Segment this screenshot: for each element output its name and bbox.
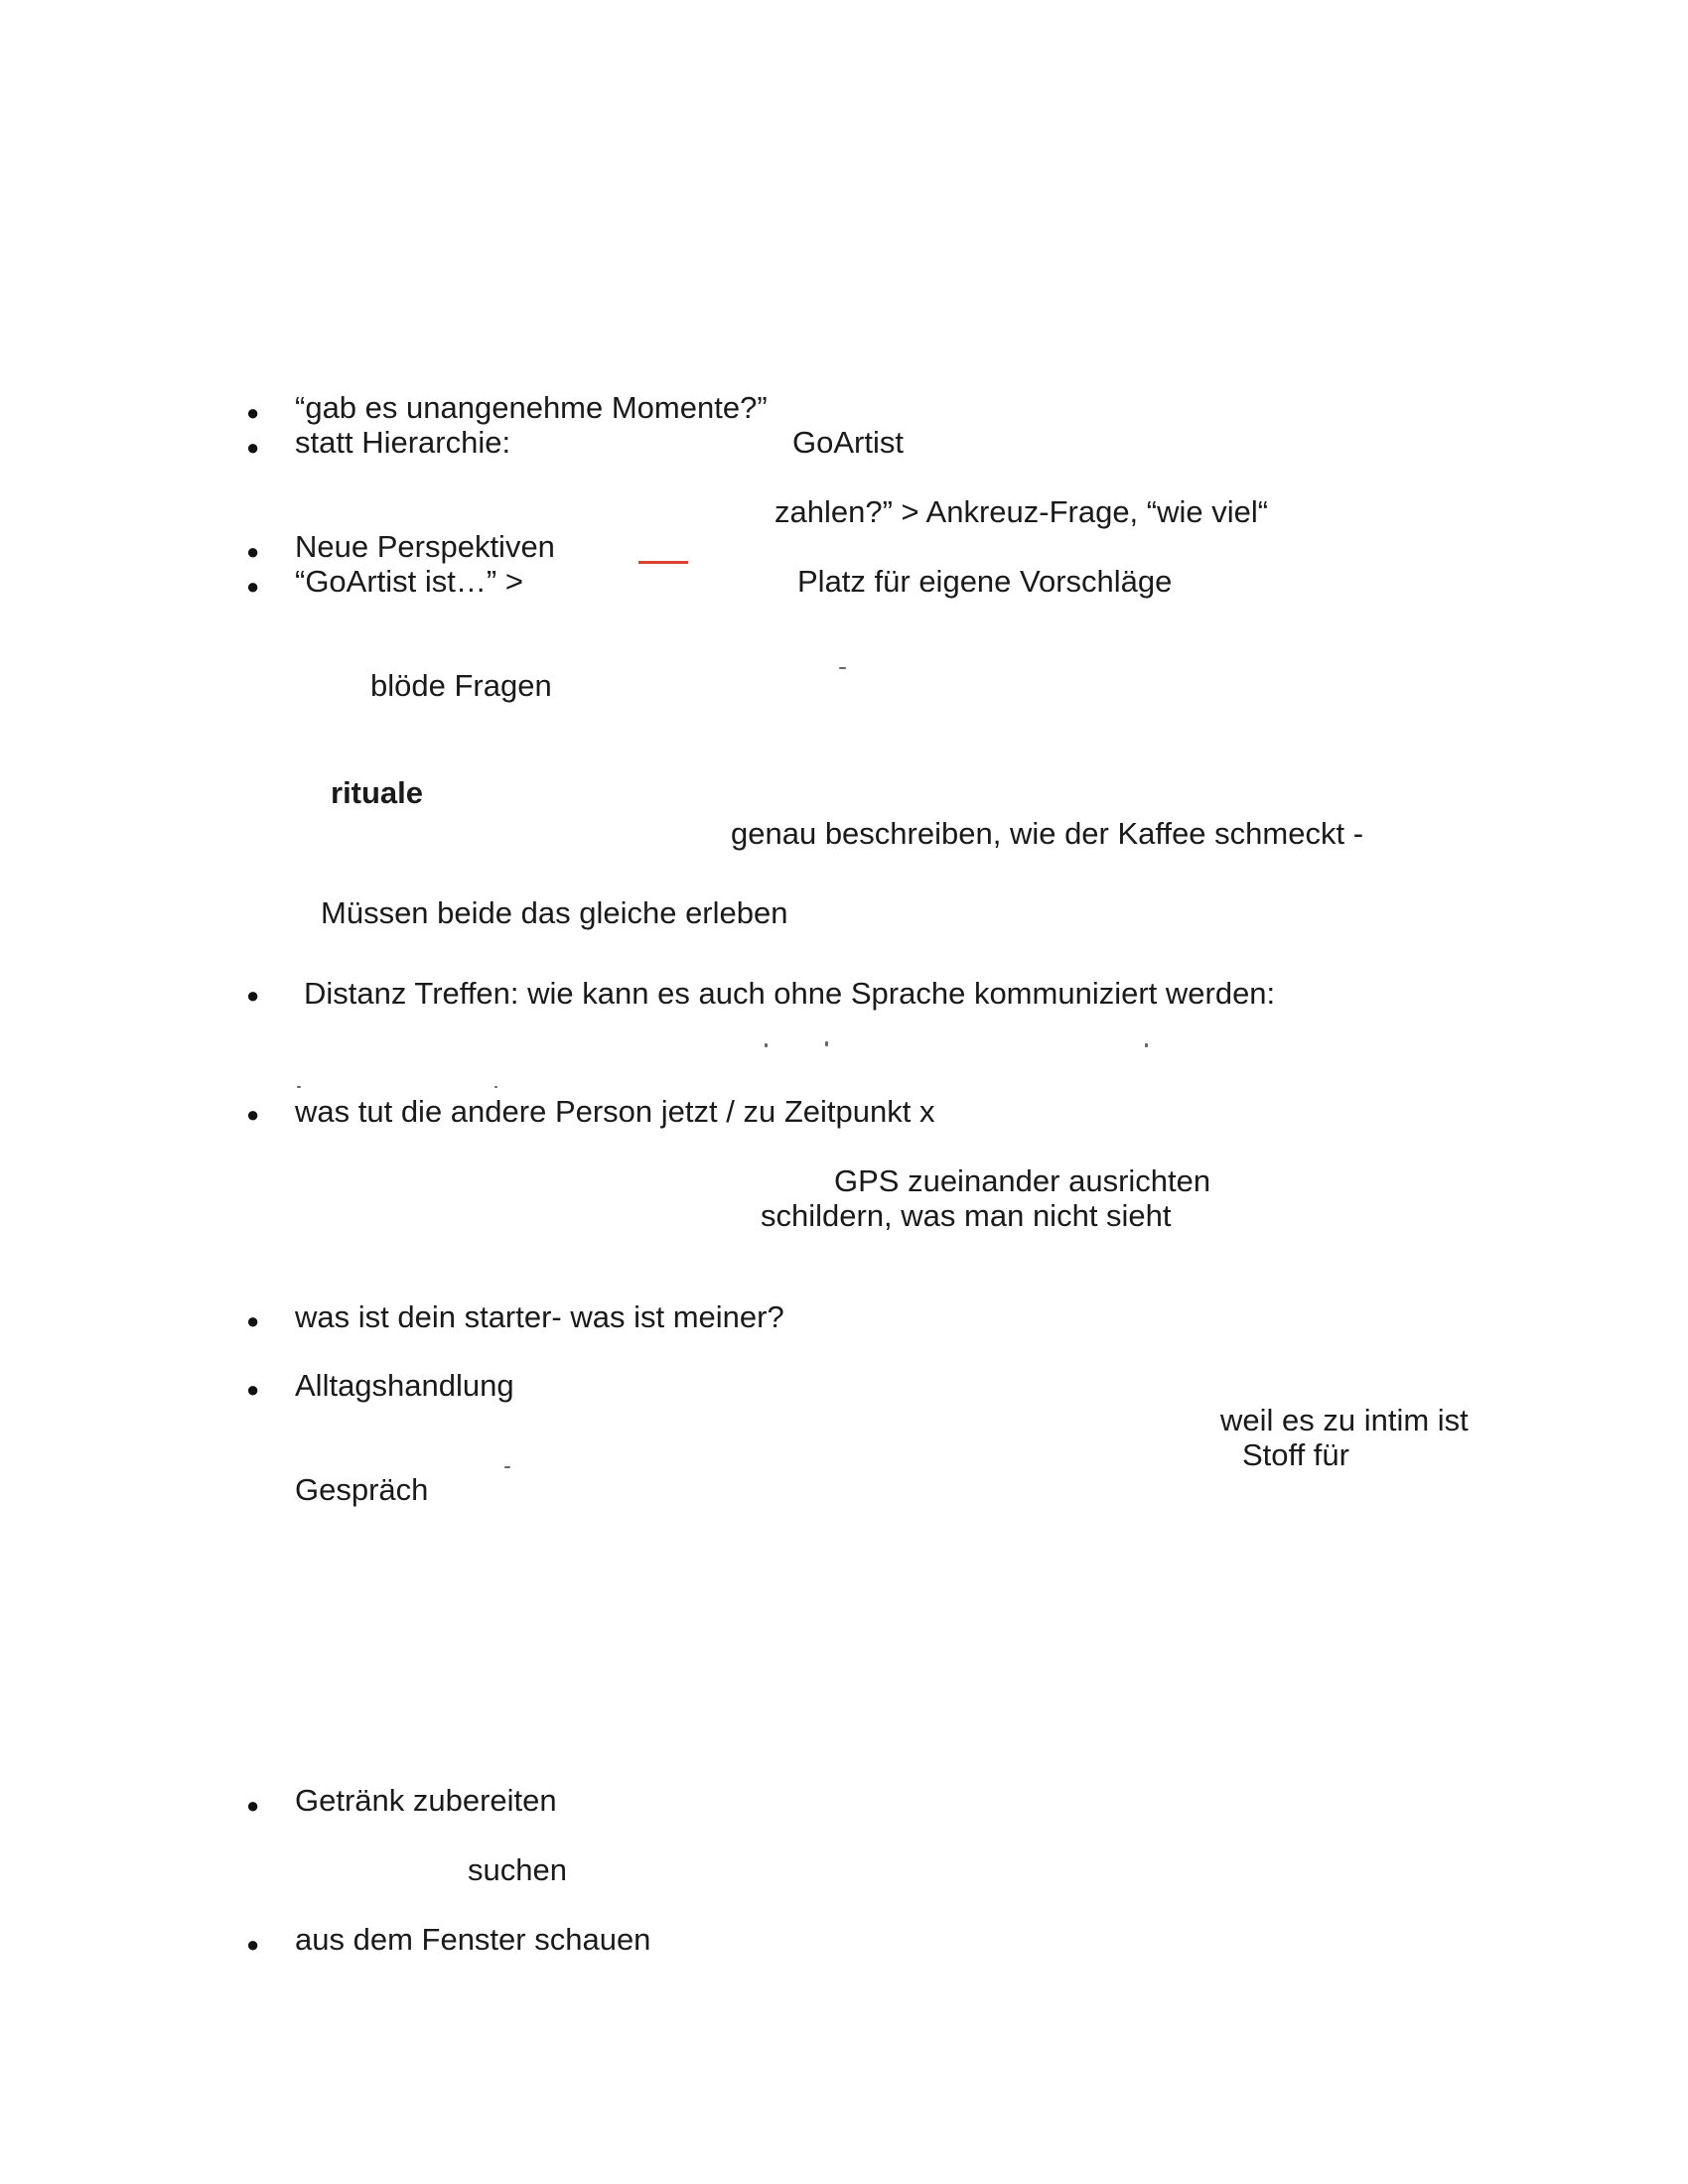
line-alltag: Alltagshandlung [295,1368,514,1403]
bullet-alltagshandlung: ● [246,1377,260,1402]
bullet-gab-es: ● [246,400,260,425]
red-underline-mark [638,561,688,564]
speck-mark [765,1043,768,1047]
line-neue-perspektiven: Neue Perspektiven [295,529,555,564]
bullet-goartist-ist: ● [246,574,260,599]
line-zahlen: zahlen?” > Ankreuz-Frage, “wie viel“ [774,494,1269,529]
line-muessen: Müssen beide das gleiche erleben [321,895,788,930]
bullet-fenster: ● [246,1932,260,1957]
line-platz: Platz für eigene Vorschläge [797,564,1173,599]
line-schildern: schildern, was man nicht sieht [761,1198,1172,1233]
line-suchen: suchen [468,1852,567,1887]
line-bloede-fragen: blöde Fragen [370,668,552,703]
bullet-getraenk: ● [246,1793,260,1818]
line-was-tut: was tut die andere Person jetzt / zu Zeitpunkt x [295,1094,935,1129]
line-fenster: aus dem Fenster schauen [295,1922,651,1957]
line-gps: GPS zueinander ausrichten [834,1163,1211,1198]
bullet-neue-perspektiven: ● [246,539,260,564]
bullet-was-tut: ● [246,1102,260,1127]
speck-mark [1145,1043,1148,1047]
bullet-distanz-treffen: ● [246,983,260,1008]
line-distanz: Distanz Treffen: wie kann es auch ohne Sprache kommuniziert werden: [304,976,1276,1011]
bullet-statt-hierarchie: ● [246,435,260,460]
line-statt-hierarchie: statt Hierarchie: [295,425,511,460]
line-rituale: rituale [331,775,424,810]
line-starter: was ist dein starter- was ist meiner? [295,1299,784,1334]
line-kaffee: genau beschreiben, wie der Kaffee schmeckt - [731,816,1364,851]
speck-mark [297,1086,301,1088]
line-gab-es: “gab es unangenehme Momente?” [295,390,768,425]
bullet-starter: ● [246,1308,260,1333]
line-intim: weil es zu intim ist [1220,1403,1469,1437]
line-getraenk: Getränk zubereiten [295,1783,557,1818]
speck-mark [494,1086,497,1088]
line-goartist-ist: “GoArtist ist…” > [295,564,523,599]
speck-mark [825,1041,828,1046]
speck-mark [504,1466,510,1468]
line-goartist: GoArtist [792,425,904,460]
line-gespraech: Gespräch [295,1472,429,1507]
speck-mark [839,667,846,669]
line-stoff: Stoff für [1242,1437,1349,1472]
